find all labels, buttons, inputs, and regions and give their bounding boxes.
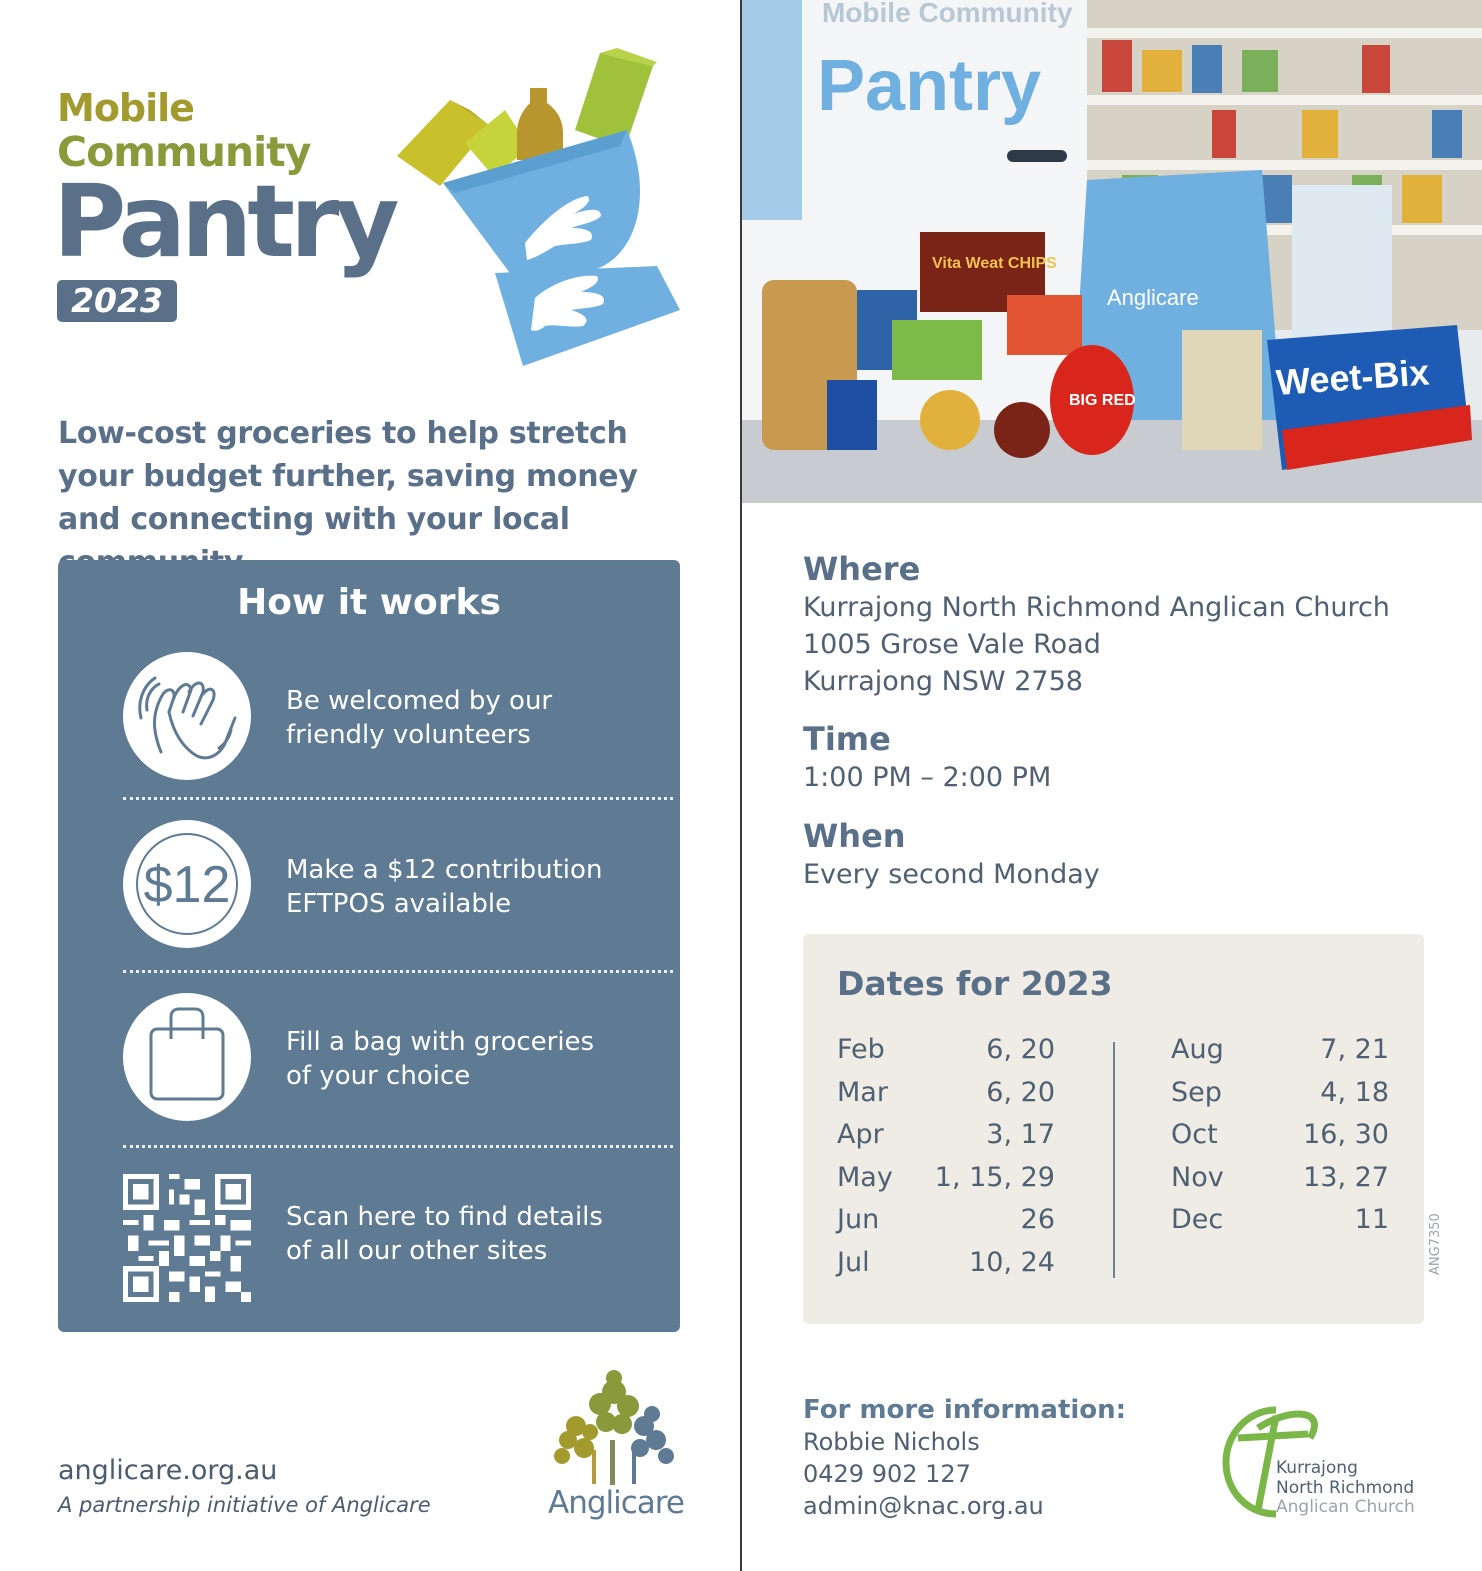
date-month: Oct (1171, 1119, 1218, 1150)
date-month: Jun (837, 1204, 880, 1235)
address-line: Kurrajong North Richmond Anglican Church (803, 592, 1390, 623)
address-line: 1005 Grose Vale Road (803, 629, 1101, 660)
dates-panel (803, 934, 1424, 1324)
date-days: 1, 15, 29 (934, 1161, 1055, 1193)
anglicare-brand-text: Anglicare (548, 1485, 684, 1521)
how-it-works-panel (58, 560, 680, 1332)
dates-column-right (1171, 1034, 1389, 1247)
twelve-dollar-icon (123, 820, 251, 948)
church-name-line: Anglican Church (1276, 1497, 1415, 1517)
date-row (1171, 1077, 1389, 1120)
logo-text-community: Community (57, 128, 311, 176)
church-name-line: Kurrajong (1276, 1458, 1358, 1478)
contact-name: Robbie Nichols (803, 1428, 980, 1456)
dotted-divider (123, 1145, 673, 1148)
step-contribution-text (286, 853, 656, 921)
step-text-line: Make a $12 contribution (286, 855, 603, 885)
step-fill-bag-text (286, 1025, 656, 1093)
dotted-divider (123, 797, 673, 800)
date-row (1171, 1162, 1389, 1205)
anglicare-tree-icon (548, 1370, 680, 1490)
date-row (1171, 1119, 1389, 1162)
tagline: Low-cost groceries to help stretch your budget further, saving money and connecting with your local (58, 416, 638, 537)
time-heading: Time (803, 720, 891, 758)
step-text-line: EFTPOS available (286, 889, 512, 919)
date-row (837, 1119, 1055, 1162)
grocery-bag-logo-icon (395, 48, 685, 368)
twelve-dollar-text: $12 (143, 856, 231, 914)
step-text-line: Fill a bag with groceries (286, 1027, 595, 1057)
partnership-note: A partnership initiative of Anglicare (58, 1493, 431, 1517)
bag-brand-text: Anglicare (1107, 285, 1199, 310)
date-month: Aug (1171, 1034, 1224, 1065)
qr-code-icon[interactable] (123, 1174, 251, 1302)
logo-text-pantry: Pantry (53, 163, 395, 280)
date-row (837, 1247, 1055, 1290)
step-text-line: Be welcomed by our (286, 686, 553, 716)
date-month: May (837, 1161, 893, 1193)
step-scan-text (286, 1200, 656, 1268)
van-text-small: Mobile Community (822, 0, 1073, 28)
logo-text-mobile: Mobile (57, 86, 194, 130)
dates-title: Dates for 2023 (837, 964, 1113, 1003)
date-row (1171, 1034, 1389, 1077)
time-value: 1:00 PM – 2:00 PM (803, 762, 1052, 793)
date-row (837, 1162, 1055, 1205)
can-label-text: BIG RED (1069, 392, 1136, 409)
step-text-line: Scan here to find details (286, 1202, 603, 1232)
date-days: 26 (1020, 1204, 1055, 1235)
date-days: 4, 18 (1320, 1076, 1389, 1108)
date-month: Feb (837, 1034, 885, 1065)
date-month: Jul (837, 1246, 870, 1278)
date-row (837, 1204, 1055, 1247)
dates-column-left (837, 1034, 1055, 1289)
when-heading: When (803, 817, 906, 855)
van-groceries-photo (742, 0, 1482, 503)
website-link[interactable]: anglicare.org.au (58, 1455, 278, 1486)
date-month: Dec (1171, 1204, 1224, 1235)
date-days: 13, 27 (1303, 1161, 1389, 1193)
date-days: 7, 21 (1320, 1034, 1389, 1065)
date-days: 6, 20 (986, 1034, 1055, 1065)
contact-phone[interactable]: 0429 902 127 (803, 1460, 971, 1488)
van-text-large: Pantry (817, 46, 1042, 126)
church-name-line: North Richmond (1276, 1478, 1415, 1498)
date-days: 6, 20 (986, 1076, 1055, 1108)
date-days: 3, 17 (986, 1119, 1055, 1150)
when-value: Every second Monday (803, 859, 1100, 890)
date-days: 11 (1354, 1204, 1389, 1235)
where-heading: Where (803, 550, 921, 588)
snack-box-text: Vita Weat CHIPS (932, 255, 1057, 272)
logo-year-badge: 2023 (57, 280, 177, 322)
date-month: Mar (837, 1076, 888, 1108)
date-days: 10, 24 (969, 1246, 1055, 1278)
contact-heading: For more information: (803, 1395, 1127, 1425)
date-month: Apr (837, 1119, 884, 1150)
where-address (803, 589, 1390, 700)
step-text-line: friendly volunteers (286, 720, 531, 750)
step-text-line: of all our other sites (286, 1236, 548, 1266)
waving-hand-icon (123, 652, 251, 780)
document-code: ANG7350 (1428, 1213, 1443, 1275)
address-line: Kurrajong NSW 2758 (803, 666, 1083, 697)
step-text-line: of your choice (286, 1061, 471, 1091)
dotted-divider (123, 970, 673, 973)
how-it-works-title: How it works (237, 582, 501, 623)
date-days: 16, 30 (1303, 1119, 1389, 1150)
date-row (837, 1034, 1055, 1077)
date-month: Sep (1171, 1076, 1222, 1108)
shopping-bag-icon (123, 993, 251, 1121)
step-welcome-text (286, 684, 656, 752)
cereal-box-text: Weet-Bix (1274, 351, 1431, 403)
contact-email[interactable]: admin@knac.org.au (803, 1492, 1044, 1520)
date-month: Nov (1171, 1161, 1224, 1193)
date-row (837, 1077, 1055, 1120)
dates-column-divider (1113, 1042, 1115, 1278)
date-row (1171, 1204, 1389, 1247)
